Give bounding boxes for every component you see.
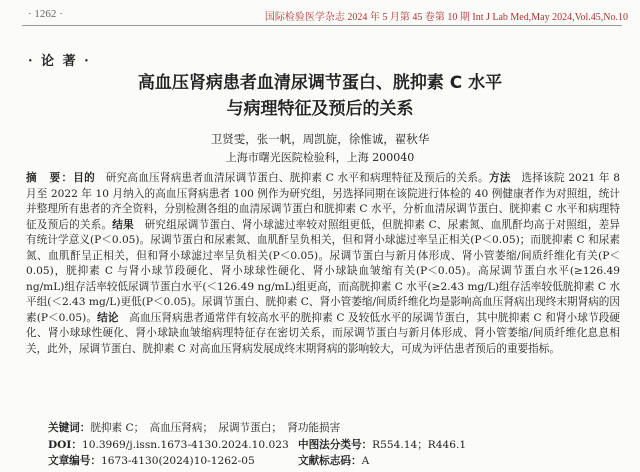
doc-code: [298, 453, 369, 468]
doi-value: 10.3969/j.issn.1673-4130.2024.10.023: [81, 439, 289, 451]
doc-code-label: 文献标志码：: [298, 455, 362, 467]
methods-text: 选择该院 2021 年 8 月至 2022 年 10 月纳入的高血压肾病患者 100 例作为研究组，另选择同期在该院进行体检的 40 例健康者作为对照组，统计并整理所有患者的齐全资料，分别检测各组的血清尿调节蛋白和胱抑素 C 水平，分析血清尿调节蛋白、胱抑素 C 水平和病理特征及预后的关系。: [26, 172, 621, 231]
methods-label: 方法: [488, 172, 511, 184]
doi: [48, 437, 289, 452]
clc: [298, 437, 466, 452]
conclusion-label: 结论: [97, 311, 119, 324]
conclusion-text: 高血压肾病患者通常伴有较高水平的胱抑素 C 及较低水平的尿调节蛋白，其中胱抑素 C 和肾小球节段硬化、肾小球球性硬化、肾小球缺血皱缩病理特征存在密切关系，而尿调节蛋白与新月体形成、肾小管萎缩/间质纤维化息息相关，此外，尿调节蛋白、胱抑素 C 对高血压肾病发展成终末期肾病的影响较大，可成为评估患者预后的重要指标。: [26, 311, 620, 355]
article-number: [48, 453, 255, 468]
article-title: [0, 70, 640, 122]
results-text: 研究组尿调节蛋白、肾小球滤过率较对照组更低，但胱抑素 C、尿素氮、血肌酐均高于对照组，差异有统计学意义(P＜0.05)。尿调节蛋白和尿素氮、血肌酐呈负相关，但和肾小球滤过率呈正相关(P＜0.05)；而胱抑素 C 和尿素氮、血肌酐呈正相关，但和肾小球滤过率呈负相关(P＜0.05)。尿调节蛋白与新月体形成、肾小管萎缩/间质纤维化有关(P＜0.05)，胱抑素 C 与肾小球节段硬化、肾小球球性硬化、肾小球缺血皱缩有关(P＜0.05)。高尿调节蛋白水平(≥126.49 ng/mL)组存活率较低尿调节蛋白水平(＜126.49 ng/mL)组更高，而高胱抑素 C 水平(≥2.43 mg/L)组存活率较低胱抑素 C 水平组(＜2.43 mg/L)更低(P＜0.05)。尿调节蛋白、胱抑素 C、肾小管萎缩/间质纤维化均是影响高血压肾病出现终末期肾病的因素(P＜0.05)。: [26, 218, 621, 324]
doi-label: DOI：: [48, 439, 82, 451]
running-header: [0, 8, 640, 26]
article-number-value: 1673-4130(2024)10-1262-05: [100, 455, 255, 467]
abstract-label: 摘 要：: [26, 172, 74, 184]
title-line-1: 高血压肾病患者血清尿调节蛋白、胱抑素 C 水平: [137, 73, 503, 93]
objective-text: 研究高血压肾病患者血清尿调节蛋白、胱抑素 C 水平和病理特征及预后的关系。: [94, 172, 489, 184]
keywords-label: 关键词：: [48, 422, 91, 434]
keywords: [48, 420, 340, 435]
author-list: 卫贤雯，张一帆，周凯旋，徐惟诚，翟秋华: [210, 132, 430, 146]
article-number-label: 文章编号：: [48, 455, 101, 467]
journal-citation: 国际检验医学杂志 2024 年 5 月第 45 卷第 10 期 Int J Lab Med,May 2024,Vol.45,No.10: [264, 12, 628, 23]
clc-label: 中图法分类号：: [298, 439, 373, 451]
abstract: [26, 171, 620, 357]
clc-value: R554.14；R446.1: [372, 439, 467, 451]
results-label: 结果: [112, 218, 134, 231]
title-line-2: 与病理特征及预后的关系: [226, 99, 414, 119]
objective-label: 目的: [73, 172, 95, 184]
keywords-text: 胱抑素 C； 高血压肾病； 尿调节蛋白； 肾功能损害: [90, 422, 341, 434]
section-label: · 论 著 ·: [28, 54, 91, 69]
page-number: · 1262 ·: [28, 8, 63, 20]
header-rule: [22, 25, 622, 26]
doc-code-value: A: [361, 455, 370, 467]
affiliation: 上海市曙光医院检验科，上海 200040: [225, 151, 415, 164]
